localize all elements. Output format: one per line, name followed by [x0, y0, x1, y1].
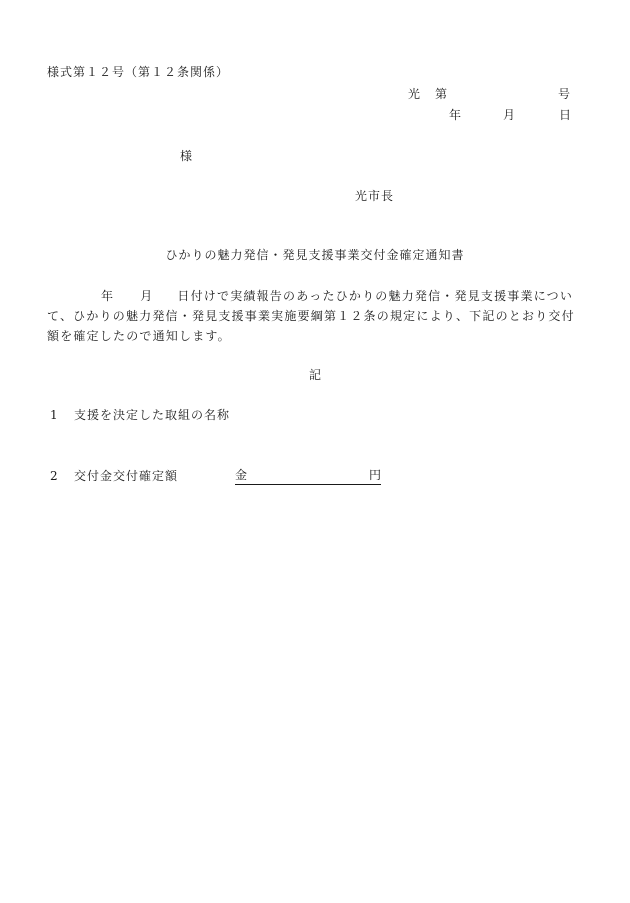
body-line-1-text: 日付けで実績報告のあったひかりの魅力発信・発見支援事業につい	[177, 289, 574, 303]
document-number-line	[408, 88, 570, 102]
body-line-1	[47, 286, 587, 306]
confirmed-amount-field	[235, 469, 381, 485]
issue-date-line	[449, 109, 570, 123]
document-number-dai: 第	[435, 87, 448, 101]
item-1	[50, 409, 230, 421]
issue-date-month: 月	[503, 108, 516, 122]
document-title: ひかりの魅力発信・発見支援事業交付金確定通知書	[165, 248, 465, 262]
body-line-3: 額を確定したので通知します。	[47, 329, 231, 343]
amount-prefix: 金	[235, 468, 248, 482]
recipient-honorific: 様	[180, 149, 193, 163]
item-2-number: 2	[50, 469, 58, 483]
document-number-prefix: 光	[408, 87, 421, 101]
ki-heading: 記	[308, 368, 321, 382]
amount-suffix: 円	[368, 468, 381, 482]
issuer-name: 光市長	[355, 189, 395, 203]
issue-date-year: 年	[449, 108, 462, 122]
item-2-label: 交付金交付確定額	[74, 469, 179, 483]
item-1-label: 支援を決定した取組の名称	[74, 408, 231, 422]
body-date-year: 年	[101, 289, 115, 303]
body-date-month: 月	[140, 289, 154, 303]
document-number-go: 号	[558, 87, 571, 101]
body-line-2: て、ひかりの魅力発信・発見支援事業実施要綱第１２条の規定により、下記のとおり交付	[47, 309, 575, 323]
item-1-number: 1	[50, 408, 58, 422]
item-2	[50, 470, 178, 482]
form-number: 様式第１２号（第１２条関係）	[47, 65, 230, 79]
issue-date-day: 日	[559, 108, 572, 122]
body-paragraph	[47, 286, 587, 346]
